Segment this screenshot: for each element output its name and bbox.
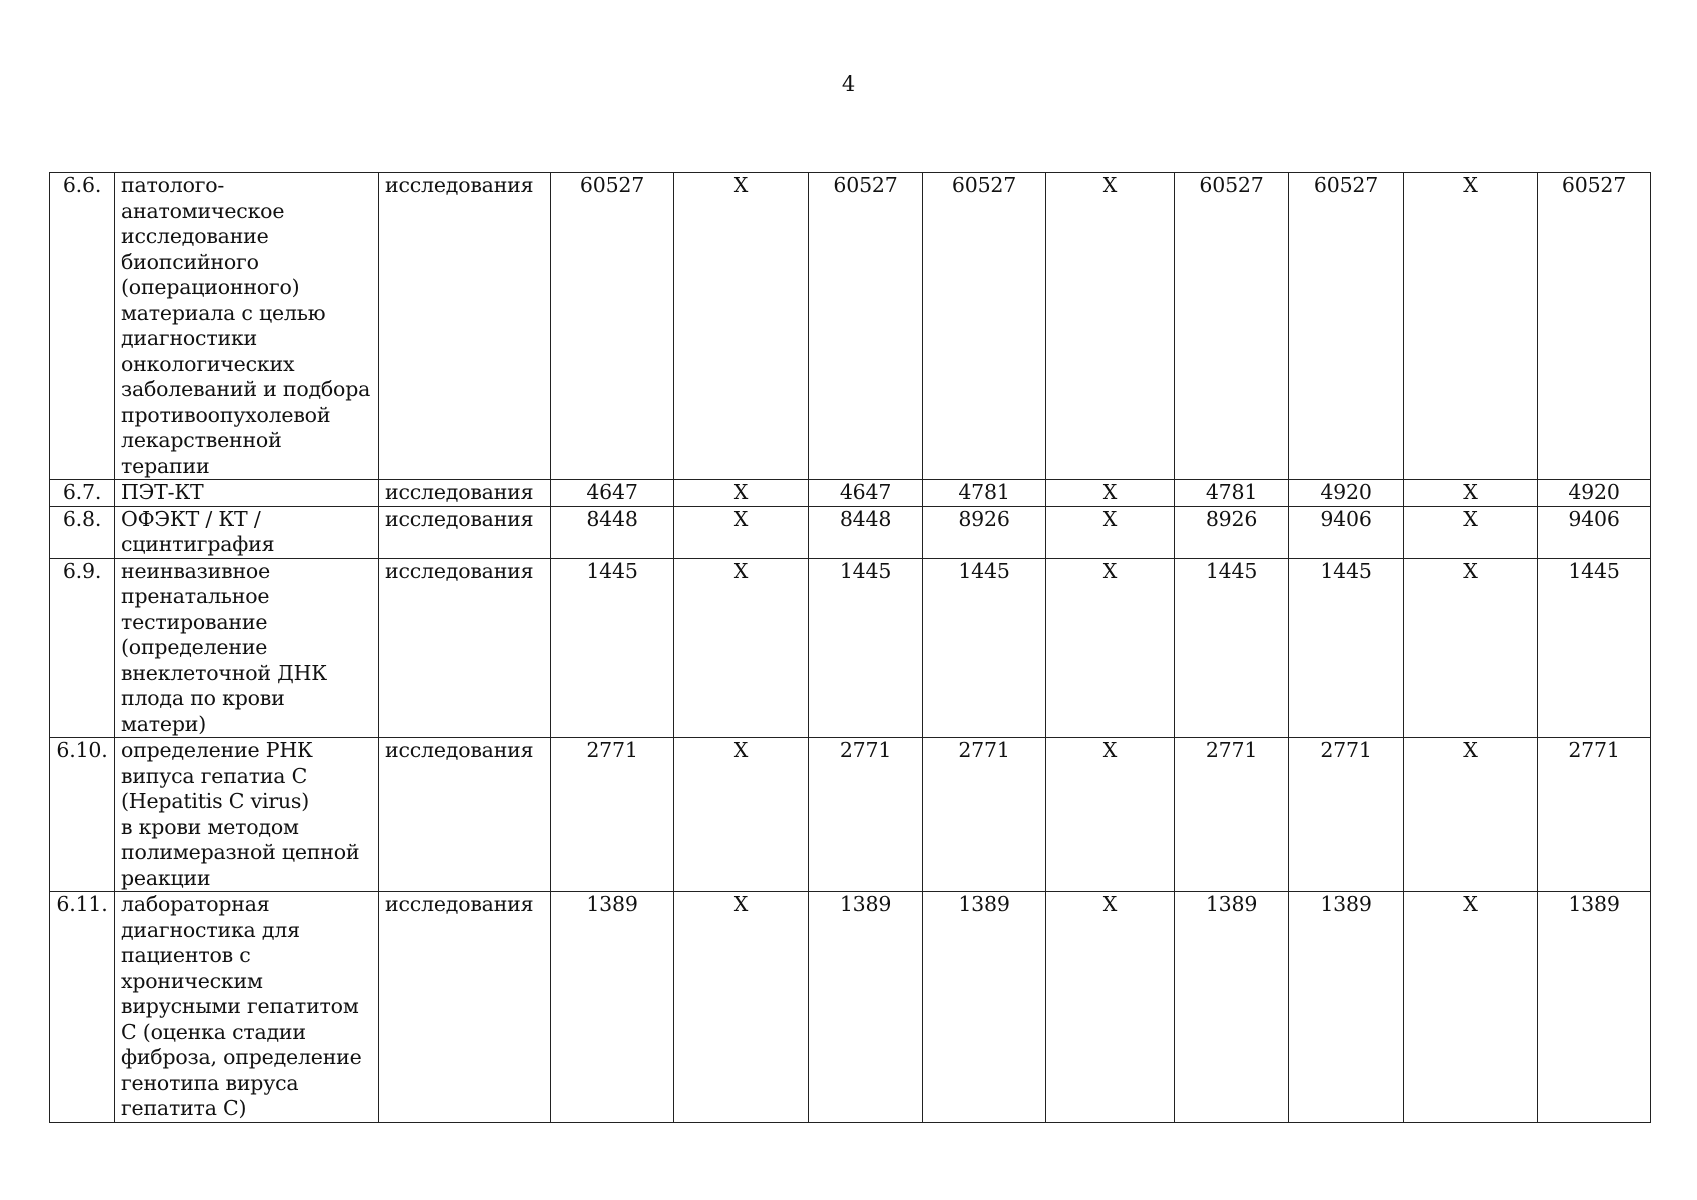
table-body — [50, 173, 1651, 1123]
row-value-cell: 2771 — [809, 738, 923, 892]
row-value-cell: Х — [674, 892, 809, 1123]
row-value-cell: 1389 — [1175, 892, 1289, 1123]
row-value-cell: 4647 — [809, 480, 923, 507]
row-value-cell: 8926 — [1175, 506, 1289, 558]
row-value-cell: Х — [674, 173, 809, 480]
row-value-cell: Х — [1046, 892, 1175, 1123]
row-value-cell: 60527 — [1289, 173, 1404, 480]
row-value-cell: 4781 — [1175, 480, 1289, 507]
row-value-cell: 60527 — [809, 173, 923, 480]
row-value-cell: 1389 — [923, 892, 1046, 1123]
row-value-cell: 4920 — [1289, 480, 1404, 507]
table-row — [50, 480, 1651, 507]
row-value-cell: Х — [1404, 173, 1538, 480]
row-value-cell: 2771 — [1538, 738, 1651, 892]
row-value-cell: 8448 — [809, 506, 923, 558]
row-value-cell: 4647 — [551, 480, 674, 507]
row-unit-cell: исследования — [379, 173, 551, 480]
row-value-cell: Х — [1404, 506, 1538, 558]
row-value-cell: 1445 — [1538, 558, 1651, 738]
row-name-cell: определение РНК випуса гепатиа С (Hepatitis C virus) в крови методом полимеразной цепной реакции — [115, 738, 379, 892]
row-unit-cell: исследования — [379, 738, 551, 892]
row-value-cell: 8448 — [551, 506, 674, 558]
row-value-cell: 2771 — [1175, 738, 1289, 892]
row-name-cell: ПЭТ-КТ — [115, 480, 379, 507]
row-value-cell: 1389 — [1289, 892, 1404, 1123]
table-row — [50, 738, 1651, 892]
row-value-cell: Х — [1404, 738, 1538, 892]
table-row — [50, 892, 1651, 1123]
table-row — [50, 173, 1651, 480]
row-value-cell: 9406 — [1289, 506, 1404, 558]
row-value-cell: Х — [1046, 506, 1175, 558]
row-value-cell: 2771 — [923, 738, 1046, 892]
row-unit-cell: исследования — [379, 480, 551, 507]
row-unit-cell: исследования — [379, 892, 551, 1123]
row-value-cell: Х — [674, 558, 809, 738]
table-row — [50, 558, 1651, 738]
row-value-cell: 1389 — [809, 892, 923, 1123]
row-value-cell: 1445 — [1175, 558, 1289, 738]
row-value-cell: Х — [1404, 558, 1538, 738]
row-value-cell: 9406 — [1538, 506, 1651, 558]
row-value-cell: Х — [674, 480, 809, 507]
row-name-cell: патолого- анатомическое исследование биопсийного (операционного) материала с целью диагностики онкологических заболеваний и подбора противоопухолевой лекарственной терапии — [115, 173, 379, 480]
row-unit-cell: исследования — [379, 558, 551, 738]
row-value-cell: 8926 — [923, 506, 1046, 558]
row-value-cell: Х — [674, 738, 809, 892]
row-name-cell: ОФЭКТ / КТ / сцинтиграфия — [115, 506, 379, 558]
row-number-cell: 6.6. — [50, 173, 115, 480]
row-value-cell: Х — [674, 506, 809, 558]
row-name-cell: неинвазивное пренатальное тестирование (определение внеклеточной ДНК плода по крови матери) — [115, 558, 379, 738]
row-value-cell: Х — [1046, 738, 1175, 892]
row-value-cell: 4920 — [1538, 480, 1651, 507]
row-value-cell: 4781 — [923, 480, 1046, 507]
row-value-cell: Х — [1046, 173, 1175, 480]
row-value-cell: 1445 — [809, 558, 923, 738]
row-unit-cell: исследования — [379, 506, 551, 558]
data-table — [49, 172, 1651, 1123]
row-value-cell: 1445 — [1289, 558, 1404, 738]
row-number-cell: 6.8. — [50, 506, 115, 558]
row-number-cell: 6.9. — [50, 558, 115, 738]
row-value-cell: Х — [1046, 558, 1175, 738]
row-value-cell: Х — [1404, 892, 1538, 1123]
row-value-cell: 1389 — [1538, 892, 1651, 1123]
row-number-cell: 6.7. — [50, 480, 115, 507]
row-value-cell: 60527 — [1538, 173, 1651, 480]
row-value-cell: 1389 — [551, 892, 674, 1123]
table-row — [50, 506, 1651, 558]
row-name-cell: лабораторная диагностика для пациентов с хроническим вирусными гепатитом С (оценка стадии фиброза, определение генотипа вируса гепатита С) — [115, 892, 379, 1123]
row-value-cell: 1445 — [551, 558, 674, 738]
row-value-cell: 2771 — [1289, 738, 1404, 892]
page-number: 4 — [841, 72, 856, 96]
row-number-cell: 6.10. — [50, 738, 115, 892]
row-value-cell: Х — [1404, 480, 1538, 507]
row-value-cell: 2771 — [551, 738, 674, 892]
row-value-cell: 60527 — [1175, 173, 1289, 480]
row-value-cell: 60527 — [551, 173, 674, 480]
row-value-cell: 60527 — [923, 173, 1046, 480]
row-number-cell: 6.11. — [50, 892, 115, 1123]
row-value-cell: Х — [1046, 480, 1175, 507]
row-value-cell: 1445 — [923, 558, 1046, 738]
